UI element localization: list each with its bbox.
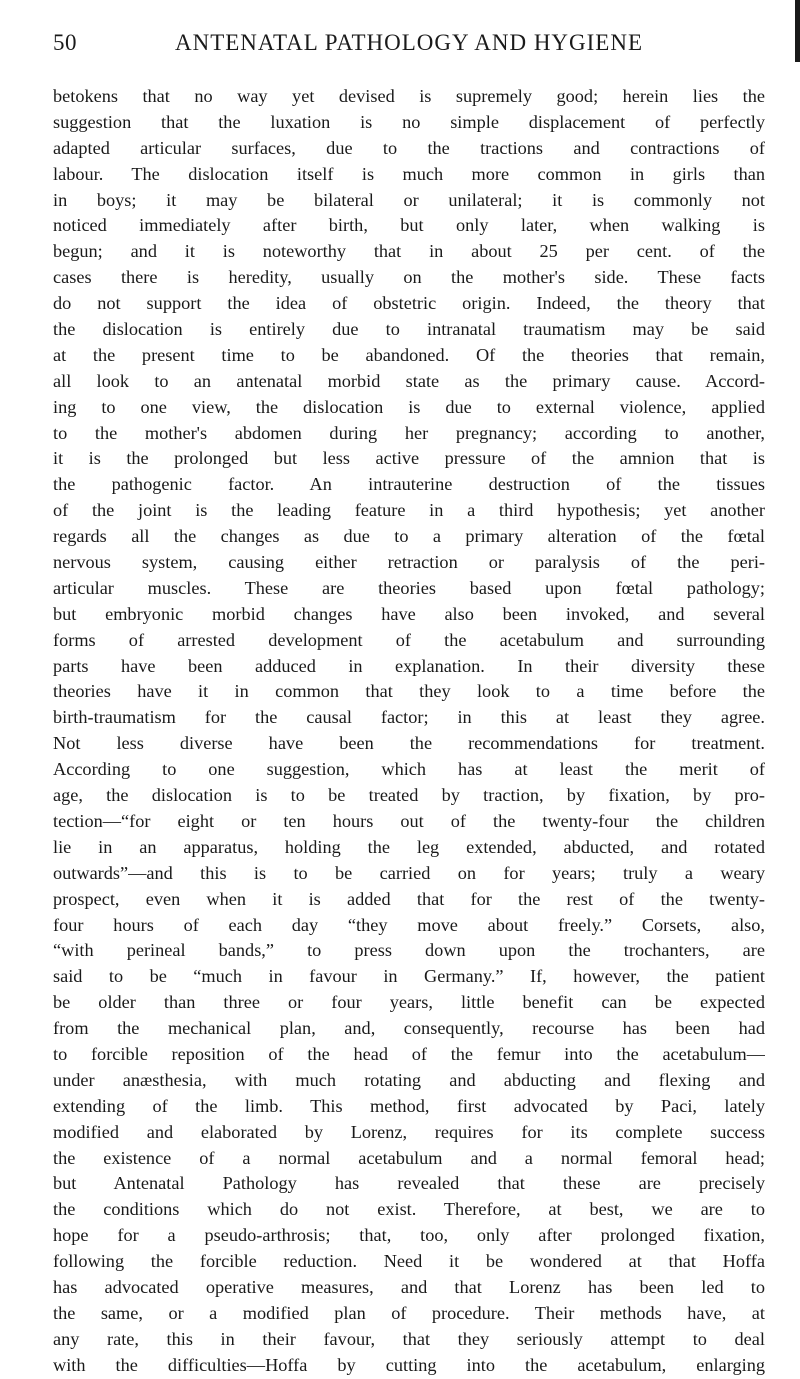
text-line: four hours of each day “they move about freely.” Corsets, also, [53,914,765,935]
text-line: nervous system, causing either retraction or paralysis of the peri- [53,552,765,573]
text-line: noticed immediately after birth, but only later, when walking is [53,215,765,236]
text-line: do not support the idea of obstetric origin. Indeed, the theory that [53,293,765,314]
text-line: extending of the limb. This method, first advocated by Paci, lately [53,1095,765,1116]
text-line: forms of arrested development of the acetabulum and surrounding [53,629,765,650]
text-line: the same, or a modified plan of procedure. Their methods have, at [53,1302,765,1323]
text-line: “with perineal bands,” to press down upon the trochanters, are [53,940,765,961]
text-line: theories have it in common that they look to a time before the [53,681,765,702]
text-line: but embryonic morbid changes have also been invoked, and several [53,603,765,624]
text-line: parts have been adduced in explanation. In their diversity these [53,655,765,676]
text-line: modified and elaborated by Lorenz, requires for its complete success [53,1121,765,1142]
page-number: 50 [53,30,77,55]
text-line: ing to one view, the dislocation is due to external violence, applied [53,396,765,417]
running-title: ANTENATAL PATHOLOGY AND HYGIENE [174,30,644,55]
text-line: hope for a pseudo-arthrosis; that, too, only after prolonged fixation, [53,1225,765,1246]
text-line: adapted articular surfaces, due to the tractions and contractions of [53,137,765,158]
text-line: from the mechanical plan, and, consequently, recourse has been had [53,1018,765,1039]
text-line: birth-traumatism for the causal factor; in this at least they agree. [53,707,765,728]
text-line: cases there is heredity, usually on the mother's side. These facts [53,267,765,288]
text-line: the existence of a normal acetabulum and a normal femoral head; [53,1147,765,1168]
text-line: regards all the changes as due to a primary alteration of the fœtal [53,526,765,547]
text-line: following the forcible reduction. Need it be wondered at that Hoffa [53,1251,765,1272]
text-line: prospect, even when it is added that for the rest of the twenty- [53,888,765,909]
text-line: age, the dislocation is to be treated by traction, by fixation, by pro- [53,785,765,806]
text-line: tection—“for eight or ten hours out of the twenty-four the children [53,810,765,831]
text-line: articular muscles. These are theories based upon fœtal pathology; [53,577,765,598]
text-line: lie in an apparatus, holding the leg extended, abducted, and rotated [53,836,765,857]
text-line: the dislocation is entirely due to intranatal traumatism may be said [53,319,765,340]
text-line: betokens that no way yet devised is supremely good; herein lies the [53,86,765,106]
text-line: said to be “much in favour in Germany.” If, however, the patient [53,966,765,987]
body-text [53,84,765,1379]
text-line: begun; and it is noteworthy that in about 25 per cent. of the [53,241,765,262]
text-line: of the joint is the leading feature in a third hypothesis; yet another [53,500,765,521]
text-line: the conditions which do not exist. Therefore, at best, we are to [53,1199,765,1220]
text-line: According to one suggestion, which has at least the merit of [53,759,765,780]
text-line: has advocated operative measures, and that Lorenz has been led to [53,1276,765,1297]
text-line: all look to an antenatal morbid state as the primary cause. Accord- [53,370,765,391]
text-line: under anæsthesia, with much rotating and abducting and flexing and [53,1069,765,1090]
text-line: be older than three or four years, little benefit can be expected [53,992,765,1013]
text-line: labour. The dislocation itself is much more common in girls than [53,163,765,184]
text-line: in boys; it may be bilateral or unilateral; it is commonly not [53,189,765,210]
text-line: Not less diverse have been the recommendations for treatment. [53,733,765,754]
text-line: the pathogenic factor. An intrauterine destruction of the tissues [53,474,765,495]
text-line: with the difficulties—Hoffa by cutting into the acetabulum, enlarging [53,1354,765,1375]
text-line: it is the prolonged but less active pressure of the amnion that is [53,448,765,469]
text-line: at the present time to be abandoned. Of the theories that remain, [53,344,765,365]
text-line: to forcible reposition of the head of the femur into the acetabulum— [53,1043,765,1064]
page-edge-mark [795,0,800,62]
page-header [53,30,765,64]
text-line: suggestion that the luxation is no simple displacement of perfectly [53,111,765,132]
text-line: outwards”—and this is to be carried on for years; truly a weary [53,862,765,883]
text-line: any rate, this in their favour, that they seriously attempt to deal [53,1328,765,1349]
text-line: but Antenatal Pathology has revealed that these are precisely [53,1173,765,1194]
text-line: to the mother's abdomen during her pregnancy; according to another, [53,422,765,443]
